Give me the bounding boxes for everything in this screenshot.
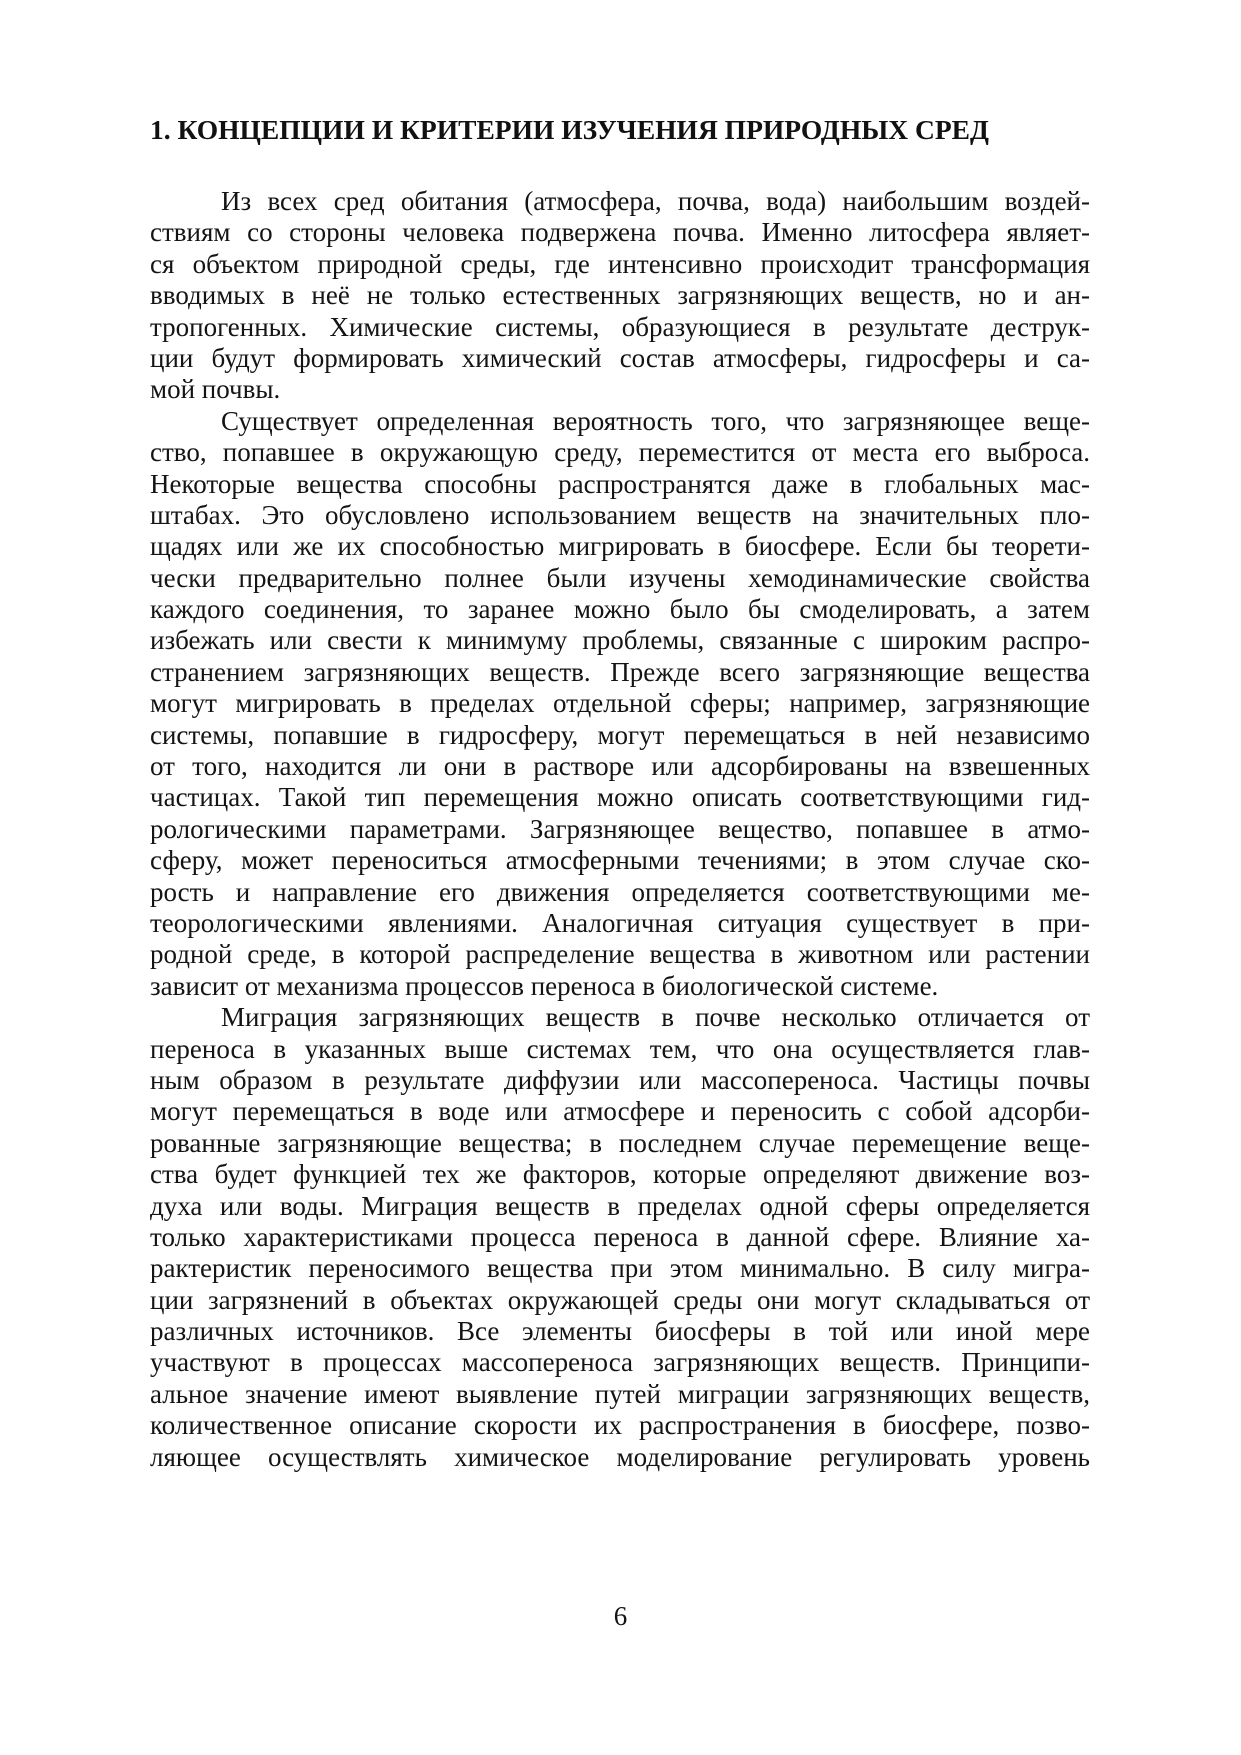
text-line: частицах. Такой тип перемещения можно описать соответствующими гид- xyxy=(150,782,1090,813)
text-line: от того, находится ли они в растворе или адсорбированы на взвешенных xyxy=(150,751,1090,782)
text-line: ным образом в результате диффузии или массопереноса. Частицы почвы xyxy=(150,1064,1090,1095)
text-line: могут перемещаться в воде или атмосфере и переносить с собой адсорби- xyxy=(150,1096,1090,1127)
text-line: ся объектом природной среды, где интенсивно происходит трансформация xyxy=(150,248,1090,279)
text-line: сферу, может переноситься атмосферными течениями; в этом случае ско- xyxy=(150,845,1090,876)
section-heading: 1. КОНЦЕПЦИИ И КРИТЕРИИ ИЗУЧЕНИЯ ПРИРОДНЫХ СРЕД xyxy=(150,114,989,145)
text-line: странением загрязняющих веществ. Прежде всего загрязняющие вещества xyxy=(150,656,1090,687)
text-line: избежать или свести к минимуму проблемы, связанные с широким распро- xyxy=(150,625,1090,656)
text-line: системы, попавшие в гидросферу, могут перемещаться в ней независимо xyxy=(150,719,1090,750)
text-line: рость и направление его движения определяется соответствующими ме- xyxy=(150,876,1090,907)
paragraph xyxy=(150,406,1090,1002)
text-line: ции будут формировать химический состав атмосферы, гидросферы и са- xyxy=(150,342,1090,373)
text-line: рактеристик переносимого вещества при этом минимально. В силу мигра- xyxy=(150,1253,1090,1284)
text-line: Миграция загрязняющих веществ в почве несколько отличается от xyxy=(221,1002,1090,1033)
text-line: тропогенных. Химические системы, образующиеся в результате деструк- xyxy=(150,311,1090,342)
text-line: вводимых в неё не только естественных загрязняющих веществ, но и ан- xyxy=(150,280,1090,311)
text-line: штабах. Это обусловлено использованием веществ на значительных пло- xyxy=(150,499,1090,530)
text-line: ство, попавшее в окружающую среду, переместится от места его выброса. xyxy=(150,437,1090,468)
text-line: могут мигрировать в пределах отдельной сферы; например, загрязняющие xyxy=(150,688,1090,719)
text-line: Существует определенная вероятность того, что загрязняющее веще- xyxy=(221,405,1090,436)
text-line: альное значение имеют выявление путей миграции загрязняющих веществ, xyxy=(150,1378,1090,1409)
text-line: Некоторые вещества способны распространятся даже в глобальных мас- xyxy=(150,468,1090,499)
page-number: 6 xyxy=(613,1601,628,1631)
text-line: ства будет функцией тех же факторов, которые определяют движение воз- xyxy=(150,1159,1090,1190)
body-text xyxy=(150,186,1090,1473)
text-line: ляющее осуществлять химическое моделирование регулировать уровень xyxy=(150,1441,1090,1472)
text-line: рологическими параметрами. Загрязняющее вещество, попавшее в атмо- xyxy=(150,813,1090,844)
text-line: родной среде, в которой распределение вещества в животном или растении xyxy=(150,939,1090,970)
text-line: мой почвы. xyxy=(150,374,281,405)
paragraph xyxy=(150,186,1090,406)
text-line: ции загрязнений в объектах окружающей среды они могут складываться от xyxy=(150,1284,1090,1315)
text-line: теорологическими явлениями. Аналогичная ситуация существует в при- xyxy=(150,907,1090,938)
paragraph xyxy=(150,1002,1090,1473)
text-line: рованные загрязняющие вещества; в последнем случае перемещение веще- xyxy=(150,1127,1090,1158)
text-line: количественное описание скорости их распространения в биосфере, позво- xyxy=(150,1410,1090,1441)
text-line: ствиям со стороны человека подвержена почва. Именно литосфера являет- xyxy=(150,217,1090,248)
text-line: переноса в указанных выше системах тем, что она осуществляется глав- xyxy=(150,1033,1090,1064)
text-line: Из всех сред обитания (атмосфера, почва, вода) наибольшим воздей- xyxy=(221,186,1090,216)
text-line: каждого соединения, то заранее можно было бы смоделировать, а затем xyxy=(150,594,1090,625)
text-line: чески предварительно полнее были изучены хемодинамические свойства xyxy=(150,562,1090,593)
text-line: участвуют в процессах массопереноса загрязняющих веществ. Принципи- xyxy=(150,1347,1090,1378)
text-line: различных источников. Все элементы биосферы в той или иной мере xyxy=(150,1316,1090,1347)
text-line: зависит от механизма процессов переноса в биологической системе. xyxy=(150,970,939,1001)
text-line: только характеристиками процесса переноса в данной сфере. Влияние ха- xyxy=(150,1221,1090,1252)
text-line: духа или воды. Миграция веществ в пределах одной сферы определяется xyxy=(150,1190,1090,1221)
text-line: щадях или же их способностью мигрировать в биосфере. Если бы теорети- xyxy=(150,531,1090,562)
